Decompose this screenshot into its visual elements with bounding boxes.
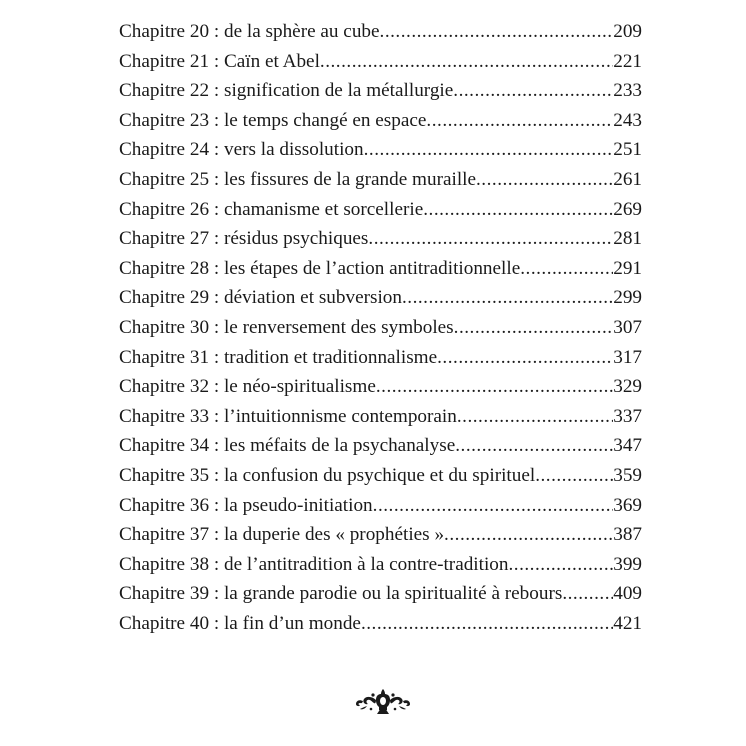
toc-entry-label: Chapitre 37 : la duperie des « prophéties » [119,524,445,546]
toc-entry-chapter-37 [119,520,642,550]
toc-entry-label: Chapitre 40 : la fin d’un monde [119,612,361,634]
dot-leader [455,431,613,461]
toc-entry-label: Chapitre 29 : déviation et subversion [119,287,402,309]
toc-entry-label: Chapitre 26 : chamanisme et sorcellerie [119,198,424,220]
toc-entry-page-number: 317 [613,346,642,368]
dot-leader [320,47,613,77]
toc-entry-chapter-24 [119,135,642,165]
toc-entry-chapter-35 [119,461,642,491]
toc-entry-label: Chapitre 33 : l’intuitionnisme contemporain [119,405,457,427]
toc-entry-chapter-22 [119,76,642,106]
toc-entry-page-number: 387 [613,524,642,546]
toc-entry-page-number: 337 [613,405,642,427]
toc-entry-page-number: 399 [613,553,642,575]
toc-entry-page-number: 409 [613,583,642,605]
dot-leader [476,165,613,195]
dot-leader [361,609,613,639]
toc-entry-label: Chapitre 22 : signification de la métallurgie [119,80,454,102]
dot-leader [423,195,613,225]
toc-entry-label: Chapitre 24 : vers la dissolution [119,139,364,161]
dot-leader [402,283,613,313]
toc-entry-chapter-32 [119,372,642,402]
toc-entry-label: Chapitre 23 : le temps changé en espace [119,109,427,131]
table-of-contents [119,17,642,638]
toc-entry-label: Chapitre 35 : la confusion du psychique et du spirituel [119,464,536,486]
toc-entry-page-number: 347 [613,435,642,457]
toc-entry-chapter-31 [119,343,642,373]
toc-entry-chapter-40 [119,609,642,639]
dot-leader [453,76,613,106]
dot-leader [437,343,613,373]
toc-entry-page-number: 269 [613,198,642,220]
toc-entry-chapter-34 [119,431,642,461]
toc-entry-chapter-28 [119,254,642,284]
toc-entry-page-number: 291 [613,257,642,279]
toc-entry-page-number: 281 [613,228,642,250]
toc-entry-page-number: 261 [613,168,642,190]
toc-entry-label: Chapitre 36 : la pseudo-initiation [119,494,373,516]
toc-entry-page-number: 221 [613,50,642,72]
toc-entry-chapter-23 [119,106,642,136]
toc-entry-page-number: 421 [613,612,642,634]
toc-entry-label: Chapitre 21 : Caïn et Abel [119,50,320,72]
fleuron-ornament-icon [353,687,413,717]
toc-entry-label: Chapitre 30 : le renversement des symboles [119,316,454,338]
toc-entry-chapter-27 [119,224,642,254]
toc-entry-chapter-26 [119,195,642,225]
toc-entry-label: Chapitre 38 : de l’antitradition à la contre-tradition [119,553,509,575]
toc-entry-page-number: 369 [613,494,642,516]
toc-entry-page-number: 243 [613,109,642,131]
toc-entry-page-number: 329 [613,376,642,398]
toc-entry-page-number: 233 [613,80,642,102]
toc-entry-chapter-25 [119,165,642,195]
toc-entry-label: Chapitre 39 : la grande parodie ou la spiritualité à rebours [119,583,563,605]
toc-entry-page-number: 299 [613,287,642,309]
toc-entry-label: Chapitre 27 : résidus psychiques [119,228,369,250]
dot-leader [376,372,613,402]
toc-entry-chapter-36 [119,491,642,521]
toc-entry-label: Chapitre 34 : les méfaits de la psychanalyse [119,435,456,457]
dot-leader [535,461,613,491]
toc-entry-chapter-29 [119,283,642,313]
toc-entry-label: Chapitre 32 : le néo-spiritualisme [119,376,376,398]
toc-entry-chapter-39 [119,579,642,609]
toc-entry-page-number: 251 [613,139,642,161]
toc-entry-page-number: 209 [613,21,642,42]
toc-entry-page-number: 307 [613,316,642,338]
dot-leader [426,106,613,136]
dot-leader [454,313,614,343]
dot-leader [457,402,613,432]
toc-entry-page-number: 359 [613,464,642,486]
toc-entry-label: Chapitre 20 : de la sphère au cube [119,21,380,42]
dot-leader [368,224,613,254]
toc-entry-chapter-20 [119,17,642,47]
toc-entry-label: Chapitre 28 : les étapes de l’action antitraditionnelle [119,257,521,279]
toc-entry-label: Chapitre 25 : les fissures de la grande muraille [119,168,476,190]
toc-entry-chapter-30 [119,313,642,343]
dot-leader [380,17,614,47]
dot-leader [562,579,613,609]
dot-leader [520,254,613,284]
toc-entry-chapter-21 [119,47,642,77]
dot-leader [373,491,614,521]
toc-entry-chapter-38 [119,550,642,580]
dot-leader [364,135,614,165]
toc-entry-label: Chapitre 31 : tradition et traditionnalisme [119,346,438,368]
toc-entry-chapter-33 [119,402,642,432]
dot-leader [508,550,613,580]
dot-leader [444,520,613,550]
